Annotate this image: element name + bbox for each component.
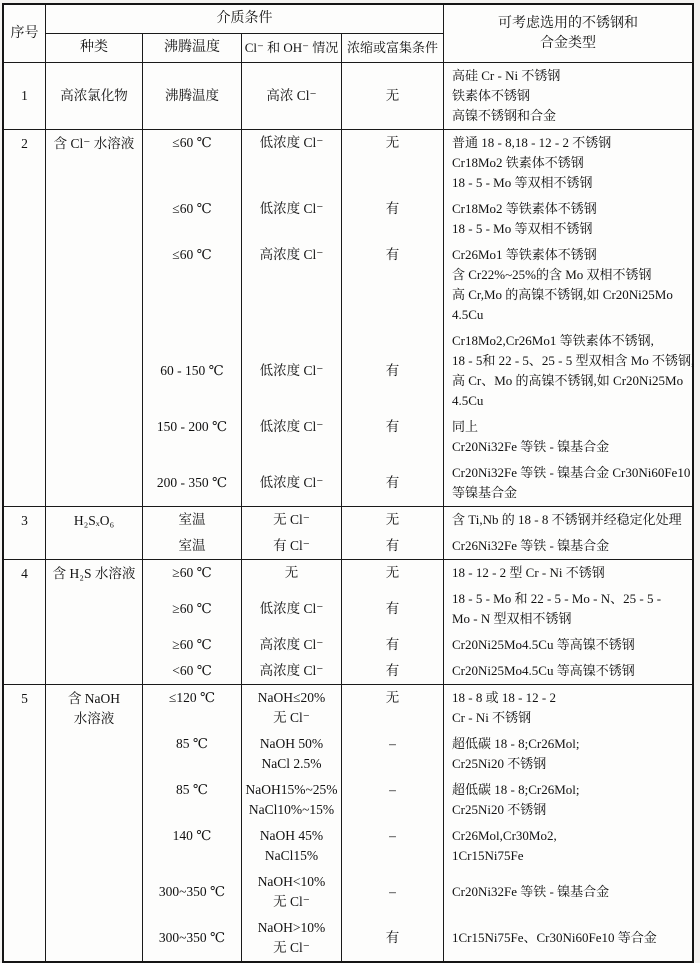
concentration-cell	[342, 328, 444, 414]
alloy-line: Cr18Mo2,Cr26Mo1 等铁素体不锈钢,	[452, 333, 654, 348]
medium-type-line: 水溶液	[73, 711, 115, 726]
cl-oh-cell	[242, 560, 342, 586]
alloy-line: 含 Cr22%~25%的含 Mo 双相不锈钢	[452, 267, 652, 282]
cl-oh-line: NaCl10%~15%	[248, 802, 335, 817]
cl-oh-line: 低浓度 Cl⁻	[259, 363, 324, 378]
alloy-cell	[444, 460, 696, 506]
concentration-value: 有	[385, 419, 400, 434]
alloy-line: 18 - 8 或 18 - 12 - 2	[452, 690, 556, 705]
boiling-temp: 室温	[178, 512, 206, 527]
cl-oh-cell	[242, 777, 342, 823]
alloy-cell	[444, 130, 696, 196]
header-boiling-temp-cell	[143, 34, 242, 62]
concentration-cell	[342, 560, 444, 586]
concentration-value: 有	[385, 247, 400, 262]
concentration-value: 有	[385, 475, 400, 490]
cl-oh-line: 高浓度 Cl⁻	[259, 663, 324, 678]
alloy-cell	[444, 777, 692, 823]
medium-type-line: 含 H₂S 水溶液	[52, 566, 136, 581]
serial-number-cell	[4, 560, 46, 684]
alloy-cell	[444, 507, 692, 533]
boiling-temp-cell	[143, 915, 242, 961]
cl-oh-line: NaCl 2.5%	[261, 756, 322, 771]
serial-number-cell	[4, 63, 46, 129]
concentration-cell	[342, 823, 444, 869]
entry-row	[143, 460, 696, 506]
serial-number-cell	[4, 507, 46, 559]
entry-row	[143, 328, 696, 414]
entry-row	[143, 196, 696, 242]
alloy-line: Cr20Ni25Mo4.5Cu 等高镍不锈钢	[452, 637, 635, 652]
concentration-cell	[342, 915, 444, 961]
concentration-value: –	[389, 884, 396, 899]
entry-row	[143, 560, 692, 586]
entries	[143, 560, 692, 684]
entry-row	[143, 731, 692, 777]
cl-oh-line: NaOH 50%	[259, 736, 324, 751]
header-medium-subrow	[46, 34, 444, 62]
alloy-cell	[444, 533, 692, 559]
alloy-cell	[444, 560, 692, 586]
boiling-temp: 室温	[178, 538, 206, 553]
cl-oh-cell	[242, 658, 342, 684]
concentration-cell	[342, 414, 444, 460]
boiling-temp: 沸腾温度	[165, 88, 219, 103]
concentration-cell	[342, 658, 444, 684]
boiling-temp: 85 ℃	[176, 736, 208, 751]
boiling-temp-cell	[143, 632, 242, 658]
alloy-line: Cr25Ni20 不锈钢	[452, 802, 547, 817]
entries	[143, 63, 692, 129]
cl-oh-cell	[242, 507, 342, 533]
concentration-cell	[342, 460, 444, 506]
alloy-cell	[444, 414, 696, 460]
header-concentration-cell	[342, 34, 444, 62]
cl-oh-cell	[242, 869, 342, 915]
concentration-cell	[342, 242, 444, 328]
entry-row	[143, 586, 692, 632]
alloy-line: 4.5Cu	[452, 307, 484, 322]
entry-row	[143, 658, 692, 684]
header-cl-oh-label: Cl⁻ 和 OH⁻ 情况	[244, 40, 339, 55]
boiling-temp: <60 ℃	[172, 663, 212, 678]
medium-type-cell	[46, 685, 143, 961]
cl-oh-line: NaOH≤20%	[257, 690, 326, 705]
entry-row	[143, 242, 696, 328]
alloy-line: 高 Cr,Mo 的高镍不锈钢,如 Cr20Ni25Mo	[452, 287, 673, 302]
header-concentration-label: 浓缩或富集条件	[346, 40, 438, 55]
alloy-line: 高 Cr、Mo 的高镍不锈钢,如 Cr20Ni25Mo	[452, 373, 684, 388]
concentration-value: 无	[385, 512, 400, 527]
entries	[143, 685, 692, 961]
concentration-cell	[342, 731, 444, 777]
concentration-value: 有	[385, 538, 400, 553]
alloy-line: 超低碳 18 - 8;Cr26Mol;	[452, 782, 580, 797]
alloy-cell	[444, 869, 692, 915]
cl-oh-line: 无 Cl⁻	[273, 894, 310, 909]
concentration-value: –	[389, 736, 396, 751]
alloy-cell	[444, 823, 692, 869]
boiling-temp-cell	[143, 869, 242, 915]
medium-type-cell	[46, 507, 143, 559]
alloy-line: 含 Ti,Nb 的 18 - 8 不锈钢并经稳定化处理	[452, 512, 682, 527]
alloy-cell	[444, 915, 692, 961]
header-alloy-types-line1: 可考虑选用的不锈钢和	[498, 15, 638, 31]
cl-oh-cell	[242, 685, 342, 731]
medium-type-line: 含 NaOH	[67, 691, 121, 706]
alloy-line: Cr - Ni 不锈钢	[452, 710, 532, 725]
alloy-cell	[444, 242, 696, 328]
entry-row	[143, 533, 692, 559]
cl-oh-cell	[242, 196, 342, 242]
alloy-cell	[444, 685, 692, 731]
alloy-cell	[444, 63, 692, 129]
alloy-line: Cr25Ni20 不锈钢	[452, 756, 547, 771]
medium-type-line: 含 Cl⁻ 水溶液	[53, 136, 135, 151]
cl-oh-line: 无 Cl⁻	[273, 512, 310, 527]
alloy-cell	[444, 196, 696, 242]
boiling-temp: ≤60 ℃	[172, 201, 212, 216]
alloy-line: Cr26Mo1 等铁素体不锈钢	[452, 247, 597, 262]
header-alloy-types-cell	[444, 5, 692, 62]
alloy-line: Cr20Ni25Mo4.5Cu 等高镍不锈钢	[452, 663, 635, 678]
boiling-temp-cell	[143, 328, 242, 414]
header-serial-label: 序号	[10, 25, 39, 41]
row-block-2	[4, 129, 695, 506]
alloy-line: 高镍不锈钢和合金	[452, 108, 557, 123]
entry-row	[143, 685, 692, 731]
concentration-value: –	[389, 828, 396, 843]
row-block-3	[4, 506, 692, 559]
table-body	[4, 63, 695, 961]
concentration-value: 有	[385, 201, 400, 216]
cl-oh-line: 低浓度 Cl⁻	[259, 419, 324, 434]
cl-oh-line: 无	[284, 565, 299, 580]
row-block-1	[4, 63, 692, 129]
boiling-temp: ≤60 ℃	[172, 247, 212, 262]
alloy-cell	[444, 328, 696, 414]
concentration-value: 无	[385, 690, 400, 705]
boiling-temp: 85 ℃	[176, 782, 208, 797]
entry-row	[143, 777, 692, 823]
header-medium-conditions-label: 介质条件	[216, 11, 273, 26]
concentration-cell	[342, 63, 444, 129]
concentration-value: 有	[385, 930, 400, 945]
cl-oh-line: 无 Cl⁻	[273, 940, 310, 955]
boiling-temp: 300~350 ℃	[158, 930, 226, 945]
boiling-temp-cell	[143, 731, 242, 777]
concentration-value: 有	[385, 363, 400, 378]
header-alloy-types-line2: 合金类型	[540, 35, 596, 51]
boiling-temp: ≤60 ℃	[172, 135, 212, 150]
entry-row	[143, 869, 692, 915]
cl-oh-cell	[242, 915, 342, 961]
alloy-line: Cr26Ni32Fe 等铁 - 镍基合金	[452, 538, 610, 553]
boiling-temp-cell	[143, 586, 242, 632]
boiling-temp: ≥60 ℃	[172, 565, 212, 580]
concentration-value: 有	[385, 663, 400, 678]
entry-row	[143, 632, 692, 658]
boiling-temp-cell	[143, 560, 242, 586]
cl-oh-cell	[242, 63, 342, 129]
cl-oh-line: 低浓度 Cl⁻	[259, 135, 324, 150]
boiling-temp: ≤120 ℃	[168, 690, 216, 705]
medium-type-cell	[46, 560, 143, 684]
boiling-temp: 140 ℃	[172, 828, 212, 843]
entry-row	[143, 414, 696, 460]
boiling-temp-cell	[143, 777, 242, 823]
cl-oh-cell	[242, 328, 342, 414]
cl-oh-cell	[242, 460, 342, 506]
header-medium-group	[46, 5, 444, 62]
alloy-line: Cr20Ni32Fe 等铁 - 镍基合金 Cr30Ni60Fe10	[452, 465, 691, 480]
alloy-line: 18 - 12 - 2 型 Cr - Ni 不锈钢	[452, 565, 605, 580]
cl-oh-cell	[242, 632, 342, 658]
medium-type-cell	[46, 63, 143, 129]
cl-oh-cell	[242, 533, 342, 559]
entry-row	[143, 63, 692, 129]
boiling-temp-cell	[143, 242, 242, 328]
cl-oh-cell	[242, 130, 342, 196]
concentration-value: 无	[385, 565, 400, 580]
cl-oh-line: 无 Cl⁻	[273, 710, 310, 725]
header-medium-conditions-cell	[46, 5, 444, 34]
boiling-temp-cell	[143, 460, 242, 506]
boiling-temp-cell	[143, 130, 242, 196]
cl-oh-cell	[242, 242, 342, 328]
medium-type-cell	[46, 130, 143, 506]
serial-number: 1	[21, 88, 28, 103]
header-boiling-temp-label: 沸腾温度	[164, 40, 220, 55]
cl-oh-line: NaOH<10%	[257, 874, 326, 889]
boiling-temp-cell	[143, 507, 242, 533]
concentration-cell	[342, 586, 444, 632]
alloy-line: Cr20Ni32Fe 等铁 - 镍基合金	[452, 439, 610, 454]
boiling-temp: 150 - 200 ℃	[156, 419, 228, 434]
concentration-cell	[342, 196, 444, 242]
cl-oh-line: 低浓度 Cl⁻	[259, 601, 324, 616]
concentration-value: –	[389, 782, 396, 797]
boiling-temp-cell	[143, 658, 242, 684]
row-block-5	[4, 684, 692, 961]
entries	[143, 130, 696, 506]
concentration-cell	[342, 632, 444, 658]
boiling-temp: 300~350 ℃	[158, 884, 226, 899]
entry-row	[143, 823, 692, 869]
concentration-value: 无	[385, 135, 400, 150]
header-type-cell	[46, 34, 143, 62]
boiling-temp: 60 - 150 ℃	[160, 363, 224, 378]
serial-number-cell	[4, 685, 46, 961]
alloy-line: 1Cr15Ni75Fe、Cr30Ni60Fe10 等合金	[452, 930, 657, 945]
alloy-line: 18 - 5 - Mo 等双相不锈钢	[452, 221, 593, 236]
entry-row	[143, 130, 696, 196]
concentration-cell	[342, 869, 444, 915]
concentration-cell	[342, 777, 444, 823]
header-type-label: 种类	[80, 40, 108, 55]
cl-oh-cell	[242, 414, 342, 460]
alloy-line: Cr20Ni32Fe 等铁 - 镍基合金	[452, 884, 610, 899]
concentration-cell	[342, 685, 444, 731]
serial-number: 2	[21, 136, 28, 151]
boiling-temp: ≥60 ℃	[172, 637, 212, 652]
header-cl-oh-cell	[242, 34, 342, 62]
alloy-line: 超低碳 18 - 8;Cr26Mol;	[452, 736, 580, 751]
cl-oh-line: 有 Cl⁻	[273, 538, 310, 553]
boiling-temp: ≥60 ℃	[172, 601, 212, 616]
alloy-cell	[444, 632, 692, 658]
alloy-line: Cr18Mo2 铁素体不锈钢	[452, 155, 584, 170]
alloy-cell	[444, 731, 692, 777]
concentration-cell	[342, 507, 444, 533]
alloy-cell	[444, 586, 692, 632]
cl-oh-cell	[242, 586, 342, 632]
boiling-temp-cell	[143, 823, 242, 869]
alloy-line: Cr26Mol,Cr30Mo2,	[452, 828, 557, 843]
alloy-line: 18 - 5 - Mo 等双相不锈钢	[452, 175, 593, 190]
entries	[143, 507, 692, 559]
boiling-temp-cell	[143, 63, 242, 129]
serial-number: 4	[21, 566, 28, 581]
cl-oh-line: NaOH15%~25%	[245, 782, 338, 797]
alloy-line: 1Cr15Ni75Fe	[452, 848, 524, 863]
cl-oh-line: NaOH>10%	[257, 920, 326, 935]
boiling-temp-cell	[143, 414, 242, 460]
concentration-cell	[342, 533, 444, 559]
serial-number: 3	[21, 513, 28, 528]
alloy-line: 18 - 5和 22 - 5、25 - 5 型双相含 Mo 不锈钢,	[452, 353, 695, 368]
cl-oh-line: 低浓度 Cl⁻	[259, 475, 324, 490]
alloy-line: 铁素体不锈钢	[452, 88, 531, 103]
boiling-temp: 200 - 350 ℃	[156, 475, 228, 490]
boiling-temp-cell	[143, 685, 242, 731]
alloy-cell	[444, 658, 692, 684]
cl-oh-line: NaCl15%	[264, 848, 319, 863]
alloy-line: 高硅 Cr - Ni 不锈钢	[452, 68, 561, 83]
alloy-line: 同上	[452, 419, 479, 434]
boiling-temp-cell	[143, 533, 242, 559]
alloy-line: Cr18Mo2 等铁素体不锈钢	[452, 201, 597, 216]
entry-row	[143, 915, 692, 961]
alloy-line: Mo - N 型双相不锈钢	[452, 611, 572, 626]
medium-type-line: H₂SₓO₆	[73, 513, 115, 528]
entry-row	[143, 507, 692, 533]
concentration-value: 有	[385, 601, 400, 616]
cl-oh-line: 高浓度 Cl⁻	[259, 247, 324, 262]
alloy-line: 18 - 5 - Mo 和 22 - 5 - Mo - N、25 - 5 -	[452, 591, 662, 606]
row-block-4	[4, 559, 692, 684]
serial-number-cell	[4, 130, 46, 506]
cl-oh-cell	[242, 823, 342, 869]
medium-type-line: 高浓氯化物	[60, 88, 128, 103]
alloy-selection-table	[2, 3, 694, 963]
concentration-value: 无	[385, 88, 400, 103]
header-serial-cell	[4, 5, 46, 62]
cl-oh-line: 低浓度 Cl⁻	[259, 201, 324, 216]
boiling-temp-cell	[143, 196, 242, 242]
cl-oh-cell	[242, 731, 342, 777]
concentration-cell	[342, 130, 444, 196]
concentration-value: 有	[385, 637, 400, 652]
serial-number: 5	[21, 691, 28, 706]
cl-oh-line: 高浓度 Cl⁻	[259, 637, 324, 652]
alloy-line: 普通 18 - 8,18 - 12 - 2 不锈钢	[452, 135, 612, 150]
cl-oh-line: 高浓 Cl⁻	[266, 88, 317, 103]
table-header	[4, 5, 692, 63]
alloy-line: 等镍基合金	[452, 485, 518, 500]
cl-oh-line: NaOH 45%	[259, 828, 324, 843]
alloy-line: 4.5Cu	[452, 393, 484, 408]
